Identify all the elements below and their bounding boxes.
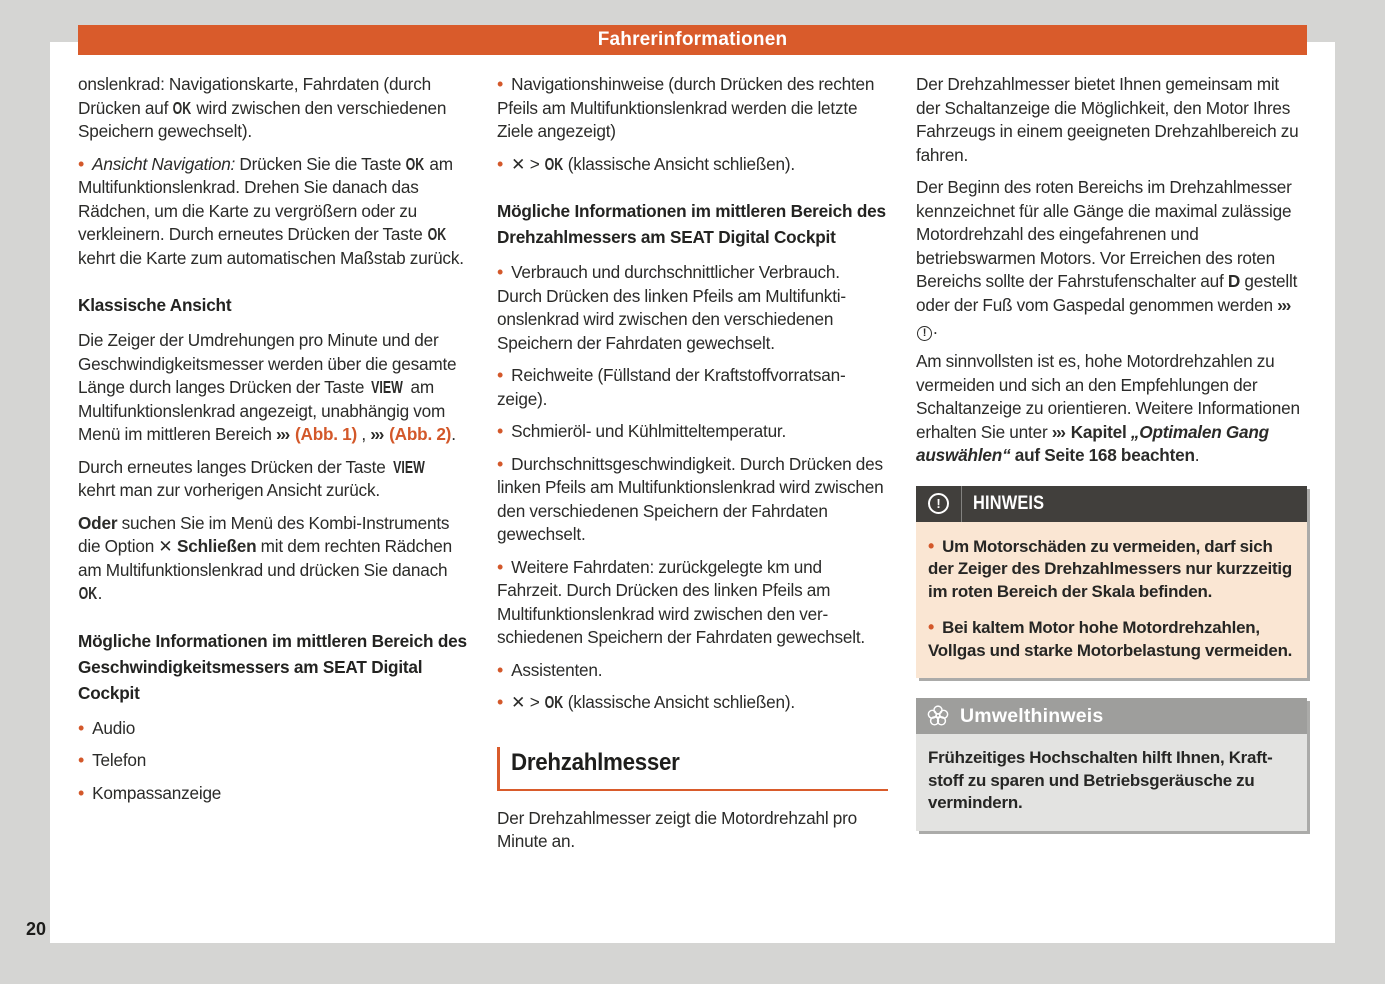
- paragraph: [916, 176, 1307, 341]
- bullet-icon: •: [78, 153, 85, 174]
- bullet-item: [928, 616, 1295, 662]
- see-reference-arrows: ›››: [276, 424, 289, 444]
- steering-wheel-key-label: OK: [405, 153, 425, 174]
- steering-wheel-key-label: OK: [172, 97, 192, 118]
- steering-wheel-key-label: OK: [544, 692, 563, 712]
- section-heading: Drehzahlmesser: [511, 748, 680, 776]
- paragraph: [78, 456, 469, 503]
- bullet-icon: •: [497, 659, 504, 680]
- text-segment: Navigationshinweise (durch Drücken des rechten Pfeils am Multifunktionslenkrad werden die letzte Ziele angezeigt): [497, 74, 875, 141]
- text-segment: .: [97, 583, 103, 603]
- text-segment: Frühzeitiges Hochschalten hilft Ihnen, Kraftstoff zu sparen und Betriebsgeräusche zu vermindern.: [928, 748, 1273, 812]
- bullet-icon: •: [497, 421, 504, 441]
- text-segment: Die Zeiger der Umdrehungen pro Minute und der Geschwindigkeitsmesser werden über die gesamte Länge durch langes Drücken der Taste: [78, 330, 457, 397]
- text-segment: suchen Sie im Menü des Kombi-Instruments die Option: [78, 512, 450, 556]
- see-reference-arrows: ›››: [370, 424, 383, 444]
- text-segment: D: [1227, 271, 1241, 291]
- text-segment: >: [525, 692, 544, 712]
- text-segment: Bei kaltem Motor hohe Motordrehzahlen, Vollgas und starke Motorbelastung vermeiden.: [928, 618, 1293, 660]
- text-segment: Weitere Fahrdaten: zurückgelegte km und Fahrzeit. Durch Drücken des linken Pfeils am Multifunktionslenkrad wird zwischen den verschiedenen Speichern der Fahrdaten gewechselt.: [497, 556, 865, 647]
- bullet-item: [497, 73, 888, 144]
- steering-wheel-key-label: OK: [427, 224, 446, 244]
- paragraph: [78, 329, 469, 447]
- steering-wheel-key-label: VIEW: [392, 456, 425, 477]
- page-header-bar: [78, 25, 1307, 55]
- text-segment: mit dem rechten Rädchen am Multifunktionslenkrad und drücken Sie danach: [78, 536, 452, 580]
- note-box-body: [916, 522, 1307, 679]
- section-heading-block: [497, 747, 888, 791]
- paragraph: [916, 73, 1307, 167]
- bullet-icon: •: [497, 556, 504, 577]
- text-segment: Kompassanzeige: [92, 782, 222, 803]
- subsection-heading: Mögliche Informationen im mittleren Bereich des Drehzahlmessers am SEAT Digital Cockpit: [497, 201, 886, 247]
- text-segment: (klassische Ansicht schließen).: [563, 153, 796, 174]
- figure-reference: (Abb. 2): [389, 424, 452, 444]
- text-segment: wird zwischen den verschiedenen Speichern gewechselt).: [78, 97, 447, 141]
- paragraph: [916, 350, 1307, 468]
- steering-wheel-key-label: VIEW: [371, 377, 404, 397]
- text-segment: .: [933, 318, 938, 338]
- text-segment: Ansicht Navigation:: [92, 153, 236, 174]
- bullet-icon: •: [497, 365, 504, 385]
- bullet-icon: •: [497, 692, 504, 712]
- page-content: [78, 73, 1307, 863]
- bullet-item: [497, 659, 888, 683]
- text-segment: .: [451, 424, 456, 444]
- page-header-title: Fahrerinformationen: [597, 29, 788, 50]
- bullet-item: [78, 717, 469, 741]
- bullet-icon: •: [928, 617, 935, 637]
- eco-box-body: [916, 734, 1307, 831]
- text-segment: .: [1194, 445, 1200, 465]
- text-segment: Kapitel: [1066, 421, 1131, 442]
- bullet-item: [497, 420, 888, 444]
- bullet-item: [497, 261, 888, 355]
- caution-reference-icon: [917, 326, 932, 341]
- bullet-item: [78, 782, 469, 806]
- see-reference-arrows: ›››: [1277, 294, 1290, 315]
- text-segment: Der Drehzahlmesser zeigt die Motordrehzahl pro Minute an.: [497, 807, 857, 851]
- text-segment: Drücken Sie die Taste: [235, 153, 406, 174]
- header-divider: [961, 486, 962, 522]
- exclamation-glyph: !: [936, 496, 941, 511]
- text-segment: kehrt die Karte zum automatischen Maßstab zurück.: [78, 247, 464, 268]
- subsection-heading: Mögliche Informationen im mittleren Bereich des Geschwindigkeitsmessers am SEAT Digital Cockpit: [78, 630, 467, 703]
- column-1: [78, 73, 469, 863]
- paragraph: [78, 73, 469, 144]
- bullet-item: [78, 749, 469, 773]
- bullet-icon: •: [78, 750, 85, 770]
- page-number: 20: [26, 919, 47, 939]
- bullet-item: [928, 535, 1295, 604]
- text-segment: >: [525, 153, 544, 174]
- flower-icon: [927, 705, 949, 727]
- text-segment: Der Beginn des roten Bereichs im Drehzahlmesser kennzeichnet für alle Gänge die maximal zulässige Motordrehzahl des eingefahrenen und betriebswarmen Motors. Vor Erreichen des roten Bereichs sollte der Fahrstufenschalter auf: [916, 177, 1292, 291]
- exclamation-glyph: !: [922, 327, 927, 339]
- bullet-item: [78, 153, 469, 271]
- bullet-icon: •: [497, 453, 504, 474]
- text-segment: am Multifunktionslenkrad. Drehen Sie danach das Rädchen, um die Karte zu vergrößern oder zu verkleinern. Durch erneutes Drücken der Taste: [78, 153, 453, 244]
- text-segment: Verbrauch und durchschnittlicher Verbrauch. Durch Drücken des linken Pfeils am Multifunktionslenkrad wird zwischen den verschiedenen Speichern der Fahrdaten gewechselt.: [497, 262, 847, 353]
- manual-page: [50, 29, 1335, 943]
- steering-wheel-key-label: OK: [78, 583, 98, 603]
- text-segment: „Optimalen Gang auswählen“: [916, 421, 1269, 465]
- text-segment: Schließen: [177, 536, 257, 556]
- eco-box-title: Umwelthinweis: [960, 704, 1104, 727]
- text-segment: am Multifunktionslenkrad angezeigt, unabhängig vom Menü im mittleren Bereich: [78, 377, 446, 444]
- text-segment: Durch erneutes langes Drücken der Taste: [78, 456, 390, 477]
- text-segment: Um Motorschäden zu vermeiden, darf sich der Zeiger des Drehzahlmessers nur kurzzeitig im roten Bereich der Skala befinden.: [928, 536, 1293, 601]
- text-segment: ,: [357, 424, 371, 444]
- figure-reference: (Abb. 1): [294, 424, 358, 444]
- text-segment: Audio: [92, 717, 136, 738]
- text-segment: kehrt man zur vorherigen Ansicht zurück.: [78, 480, 380, 500]
- paragraph: [497, 807, 888, 854]
- close-icon: ✕: [158, 536, 173, 556]
- see-reference-arrows: ›››: [1051, 421, 1065, 442]
- text-segment: Durchschnittsgeschwindigkeit. Durch Drücken des linken Pfeils am Multifunktionslenkrad wird zwischen den verschiedenen Speichern der Fahrdaten gewechselt.: [497, 453, 884, 544]
- text-segment: Reichweite (Füllstand der Kraftstoffvorratsanzeige).: [497, 365, 846, 409]
- paragraph: [928, 747, 1295, 815]
- bullet-item: [497, 556, 888, 650]
- bullet-icon: •: [497, 153, 504, 174]
- bullet-item: [497, 691, 888, 715]
- steering-wheel-key-label: OK: [544, 153, 563, 174]
- bullet-icon: •: [497, 74, 504, 94]
- exclamation-circle-icon: [928, 493, 949, 514]
- bullet-icon: •: [78, 782, 85, 803]
- column-2: [497, 73, 888, 863]
- column-3: [916, 73, 1307, 863]
- text-segment: Assistenten.: [511, 659, 603, 680]
- note-box: [916, 486, 1307, 679]
- text-segment: Telefon: [92, 750, 147, 770]
- close-icon: ✕: [511, 153, 526, 174]
- bullet-icon: •: [928, 535, 935, 556]
- bullet-item: [497, 153, 888, 177]
- note-box-title: HINWEIS: [973, 492, 1045, 514]
- subsection-heading: Klassische Ansicht: [78, 295, 232, 315]
- text-segment: gestellt oder der Fuß vom Gaspedal genommen werden: [916, 271, 1298, 315]
- close-icon: ✕: [511, 692, 526, 712]
- bullet-icon: •: [78, 717, 85, 738]
- bullet-item: [497, 364, 888, 411]
- text-segment: (klassische Ansicht schließen).: [563, 692, 796, 712]
- text-segment: auf Seite 168 beachten: [1010, 445, 1195, 465]
- text-segment: Oder: [78, 512, 118, 533]
- text-segment: Schmieröl- und Kühlmitteltemperatur.: [511, 421, 787, 441]
- text-segment: Am sinnvollsten ist es, hohe Motordrehzahlen zu vermeiden und sich an den Empfehlungen der Schaltanzeige zu orientieren. Weitere Informationen erhalten Sie unter: [916, 351, 1300, 442]
- paragraph: [78, 512, 469, 606]
- eco-box-header: [916, 698, 1307, 734]
- eco-box: [916, 698, 1307, 831]
- text-segment: onslenkrad: Navigationskarte, Fahrdaten (durch Drücken auf: [78, 74, 431, 118]
- note-box-header: [916, 486, 1307, 522]
- bullet-item: [497, 453, 888, 547]
- bullet-icon: •: [497, 262, 504, 282]
- text-segment: Der Drehzahlmesser bietet Ihnen gemeinsam mit der Schaltanzeige die Möglichkeit, den Motor Ihres Fahrzeugs in einem geeigneten Drehzahlbereich zu fahren.: [916, 74, 1299, 165]
